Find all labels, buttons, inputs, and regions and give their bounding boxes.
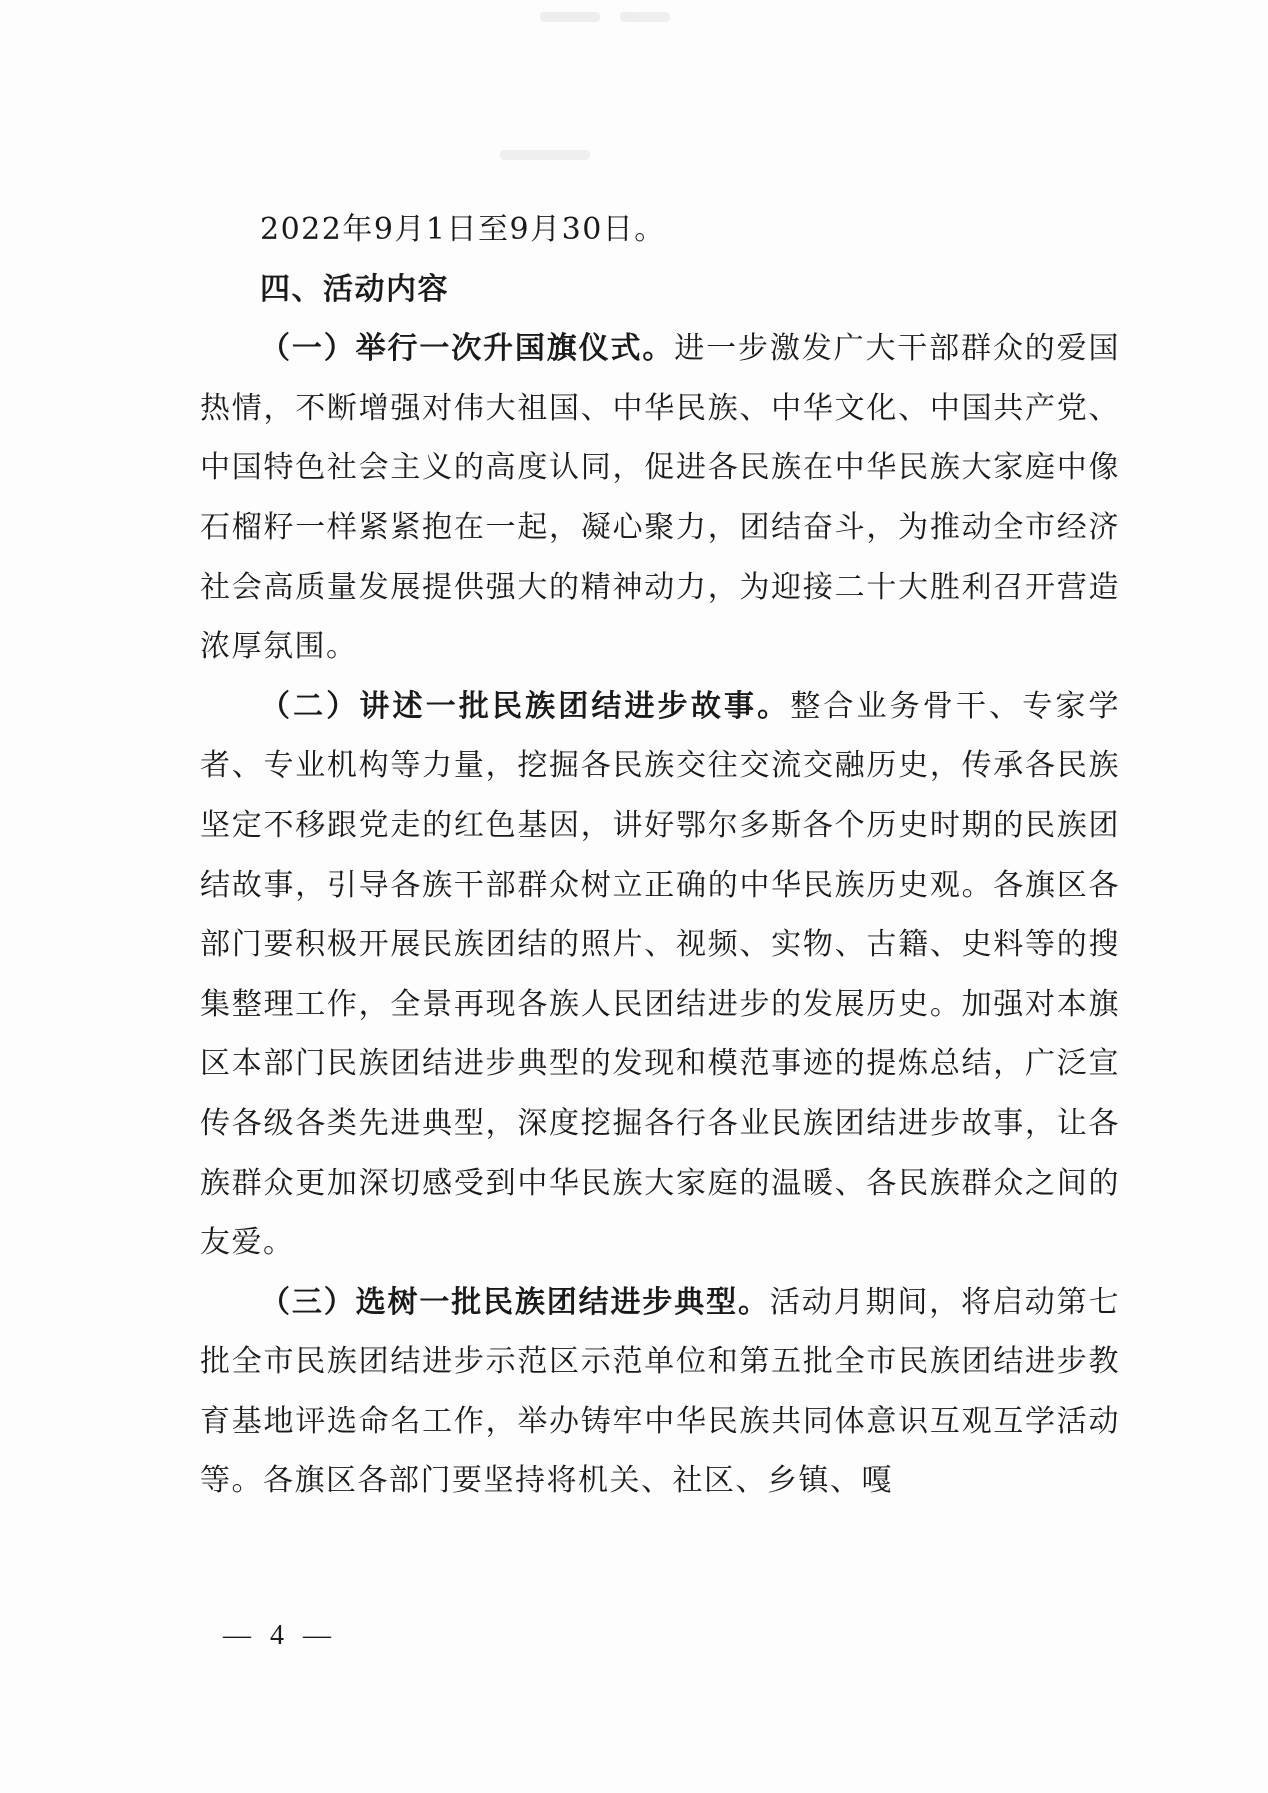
heading-text: 四、活动内容 bbox=[260, 271, 449, 307]
item-two-text: 整合业务骨干、专家学者、专业机构等力量，挖掘各民族交往交流交融历史，传承各民族坚定不移跟党走的红色基因，讲好鄂尔多斯各个历史时期的民族团结故事，引导各族干部群众树立正确的中华民族历史观。各旗区各部门要积极开展民族团结的照片、视频、实物、古籍、史料等的搜集整理工作，全景再现各族人民团结进步的发展历史。加强对本旗区本部门民族团结进步典型的发现和模范事迹的提炼总结，广泛宣传各级各类先进典型，深度挖掘各行各业民族团结进步故事，让各族群众更加深切感受到中华民族大家庭的温暖、各民族群众之间的友爱。 bbox=[200, 688, 1121, 1261]
item-three-text: 活动月期间，将启动第七批全市民族团结进步示范区示范单位和第五批全市民族团结进步教育基地评选命名工作，举办铸牢中华民族共同体意识互观互学活动等。各旗区各部门要坚持将机关、社区、乡镇、嘎 bbox=[200, 1284, 1121, 1499]
item-two-paragraph bbox=[200, 677, 1120, 1273]
bleed-through-text bbox=[480, 0, 780, 200]
body-text bbox=[200, 200, 1120, 1511]
item-one-title: （一）举行一次升国旗仪式。 bbox=[260, 331, 675, 367]
item-one-text: 进一步激发广大干部群众的爱国热情，不断增强对伟大祖国、中华民族、中华文化、中国共产党、中国特色社会主义的高度认同，促进各民族在中华民族大家庭中像石榴籽一样紧紧抱在一起，凝心聚力，团结奋斗，为推动全市经济社会高质量发展提供强大的精神动力，为迎接二十大胜利召开营造浓厚氛围。 bbox=[200, 331, 1120, 665]
section-heading bbox=[200, 260, 1120, 320]
date-range-paragraph bbox=[200, 200, 1120, 260]
item-three-title: （三）选树一批民族团结进步典型。 bbox=[260, 1284, 770, 1320]
item-one-paragraph bbox=[200, 319, 1120, 677]
page-number: — 4 — bbox=[223, 1620, 337, 1651]
item-three-paragraph bbox=[200, 1273, 1120, 1511]
item-two-title: （二）讲述一批民族团结进步故事。 bbox=[260, 688, 791, 724]
paragraph-text: 2022年9月1日至9月30日。 bbox=[260, 212, 666, 247]
